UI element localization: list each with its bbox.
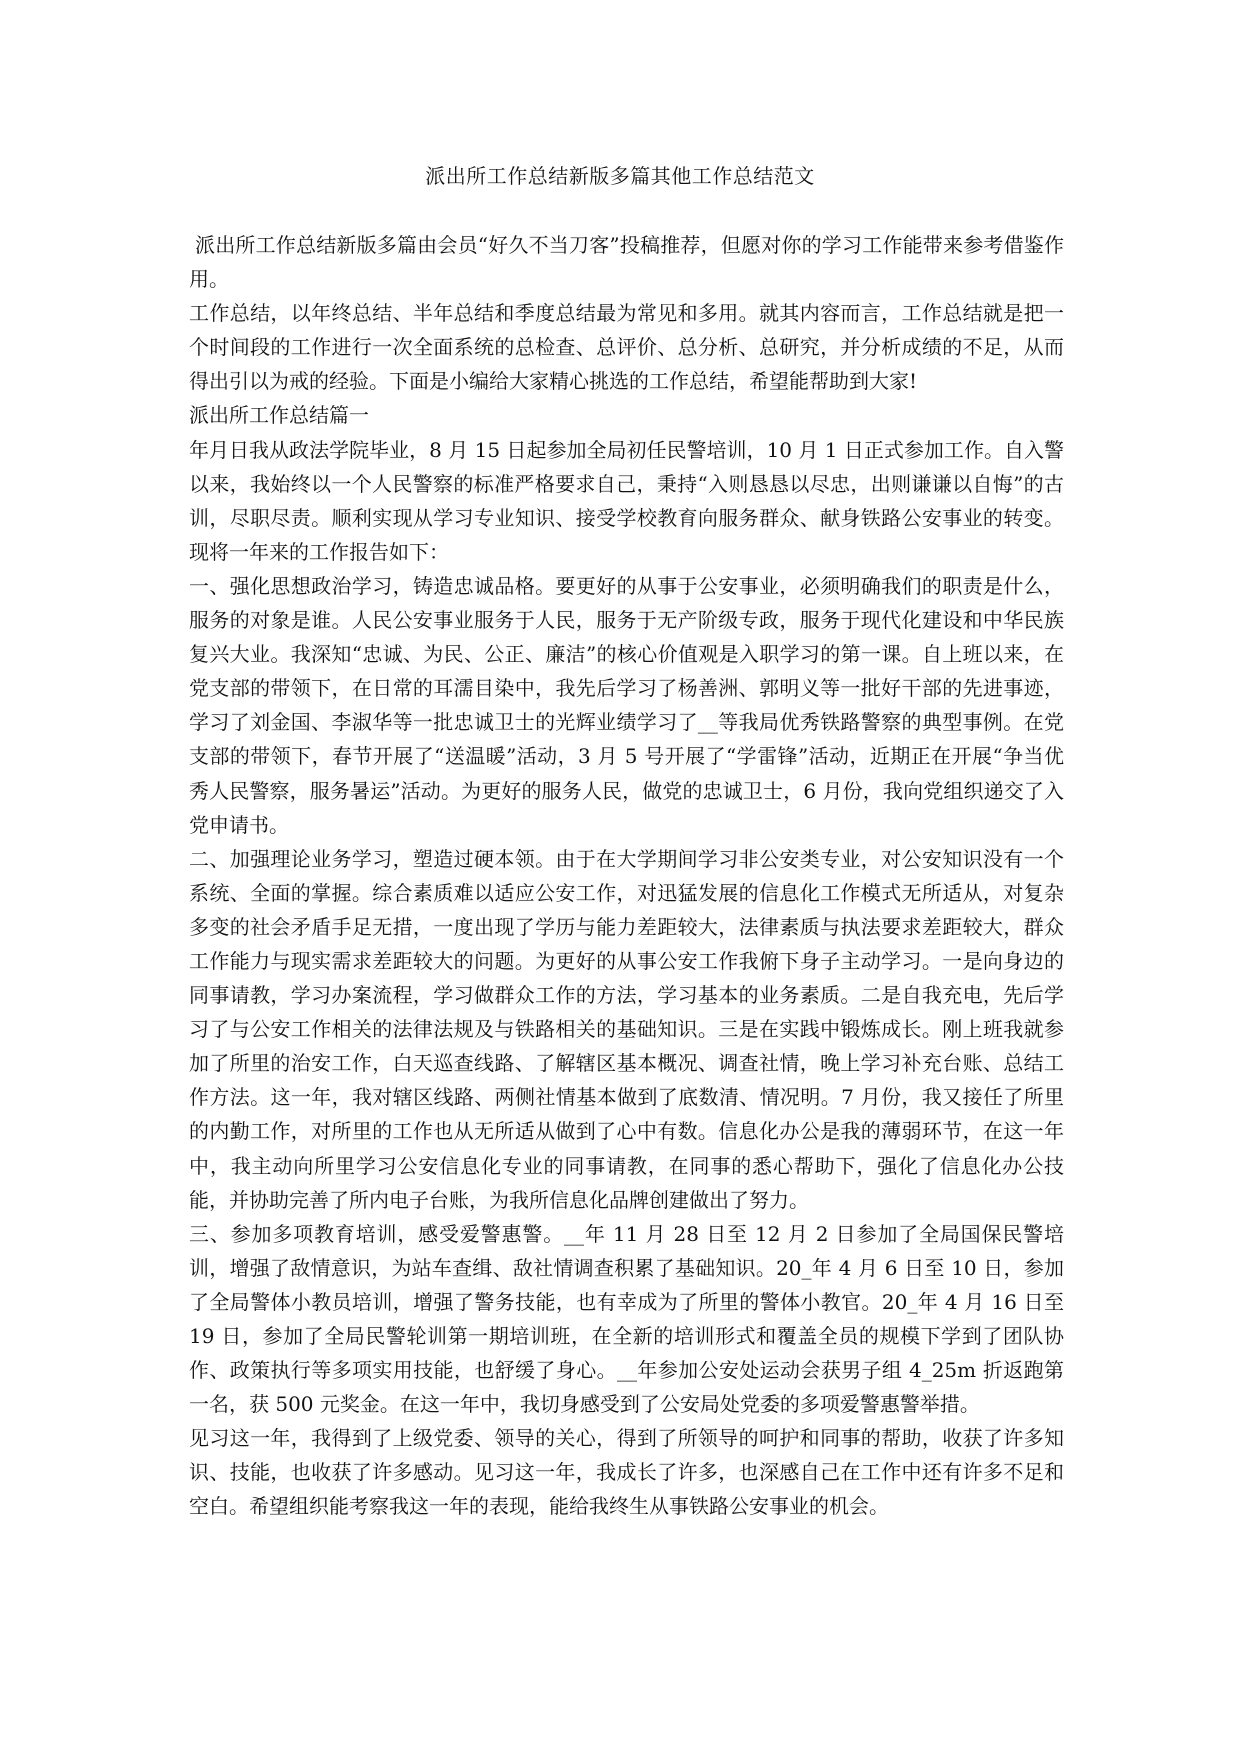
summary-definition-paragraph: 工作总结，以年终总结、半年总结和季度总结最为常见和多用。就其内容而言，工作总结就是把一个时间段的工作进行一次全面系统的总检查、总评价、总分析、总研究，并分析成绩的不足，从而得出引以为戒的经验。下面是小编给大家精心挑选的工作总结，希望能帮助到大家! <box>189 301 1064 394</box>
intro-paragraph: 派出所工作总结新版多篇由会员“好久不当刀客”投稿推荐，但愿对你的学习工作能带来参考借鉴作用。 <box>189 233 1064 292</box>
document-title: 派出所工作总结新版多篇其他工作总结范文 <box>425 164 815 188</box>
document-body <box>189 228 1064 1524</box>
point-one-paragraph: 一、强化思想政治学习，铸造忠诚品格。要更好的从事于公安事业，必须明确我们的职责是什么，服务的对象是谁。人民公安事业服务于人民，服务于无产阶级专政，服务于现代化建设和中华民族复兴大业。我深知“忠诚、为民、公正、廉洁”的核心价值观是入职学习的第一课。自上班以来，在党支部的带领下，在日常的耳濡目染中，我先后学习了杨善洲、郭明义等一批好干部的先进事迹，学习了刘金国、李淑华等一批忠诚卫士的光辉业绩学习了__等我局优秀铁路警察的典型事例。在党支部的带领下，春节开展了“送温暖”活动，3 月 5 号开展了“学雷锋”活动，近期正在开展“争当优秀人民警察，服务暑运”活动。为更好的服务人民，做党的忠诚卫士，6 月份，我向党组织递交了入党申请书。 <box>189 573 1064 837</box>
point-three-paragraph: 三、参加多项教育培训，感受爱警惠警。__年 11 月 28 日至 12 月 2 日参加了全局国保民警培训，增强了敌情意识，为站车查缉、敌社情调查积累了基础知识。20_年 4 月 6 日至 10 日，参加了全局警体小教员培训，增强了警务技能，也有幸成为了所里的警体小教官。20_年 4 月 16 日至 19 日，参加了全局民警轮训第一期培训班，在全新的培训形式和覆盖全员的规模下学到了团队协作、政策执行等多项实用技能，也舒缓了身心。__年参加公安处运动会获男子组 4_25m 折返跑第一名，获 500 元奖金。在这一年中，我切身感受到了公安局处党委的多项爱警惠警举措。 <box>189 1221 1064 1417</box>
point-two-paragraph: 二、加强理论业务学习，塑造过硬本领。由于在大学期间学习非公安类专业，对公安知识没有一个系统、全面的掌握。综合素质难以适应公安工作，对迅猛发展的信息化工作模式无所适从，对复杂多变的社会矛盾手足无措，一度出现了学历与能力差距较大，法律素质与执法要求差距较大，群众工作能力与现实需求差距较大的问题。为更好的从事公安工作我俯下身子主动学习。一是向身边的同事请教，学习办案流程，学习做群众工作的方法，学习基本的业务素质。二是自我充电，先后学习了与公安工作相关的法律法规及与铁路相关的基础知识。三是在实践中锻炼成长。刚上班我就参加了所里的治安工作，白天巡查线路、了解辖区基本概况、调查社情，晚上学习补充台账、总结工作方法。这一年，我对辖区线路、两侧社情基本做到了底数清、情况明。7 月份，我又接任了所里的内勤工作，对所里的工作也从无所适从做到了心中有数。信息化办公是我的薄弱环节，在这一年中，我主动向所里学习公安信息化专业的同事请教，在同事的悉心帮助下，强化了信息化办公技能，并协助完善了所内电子台账，为我所信息化品牌创建做出了努力。 <box>189 846 1064 1212</box>
closing-paragraph: 见习这一年，我得到了上级党委、领导的关心，得到了所领导的呵护和同事的帮助，收获了许多知识、技能，也收获了许多感动。见习这一年，我成长了许多，也深感自己在工作中还有许多不足和空白。希望组织能考察我这一年的表现，能给我终生从事铁路公安事业的机会。 <box>189 1426 1064 1519</box>
opening-paragraph: 年月日我从政法学院毕业，8 月 15 日起参加全局初任民警培训，10 月 1 日正式参加工作。自入警以来，我始终以一个人民警察的标准严格要求自己，秉持“入则恳恳以尽忠，出则谦谦以自悔”的古训，尽职尽责。顺利实现从学习专业知识、接受学校教育向服务群众、献身铁路公安事业的转变。现将一年来的工作报告如下： <box>189 437 1064 564</box>
section-heading: 派出所工作总结篇一 <box>189 403 369 428</box>
